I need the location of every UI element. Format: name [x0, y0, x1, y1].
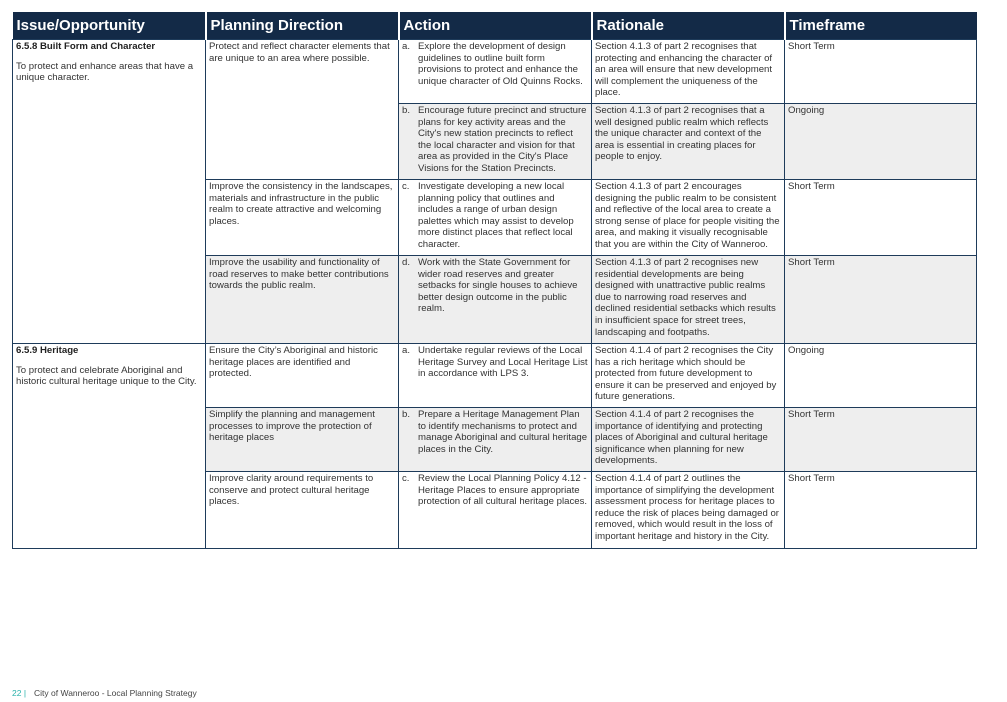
planning-direction-cell: Ensure the City’s Aboriginal and historic heritage places are identified and protected. — [206, 344, 399, 408]
header-issue: Issue/Opportunity — [13, 12, 206, 40]
header-action: Action — [399, 12, 592, 40]
action-letter: c. — [402, 181, 410, 192]
timeframe-cell: Short Term — [785, 256, 977, 344]
action-text: Prepare a Heritage Management Plan to identify mechanisms to protect and manage Aboriginal and cultural heritage places in the City. — [418, 409, 588, 455]
issue-cell-heritage — [13, 344, 206, 549]
rationale-cell: Section 4.1.4 of part 2 recognises the City has a rich heritage which should be protected from future development to ensure it can be preserved and enjoyed by future generations. — [592, 344, 785, 408]
action-letter: a. — [402, 41, 411, 52]
action-text: Explore the development of design guidelines to outline built form provisions to protect and enhance the unique character of Old Quinns Rocks. — [418, 41, 583, 87]
issue-cell-built-form — [13, 40, 206, 344]
planning-strategy-table — [12, 12, 977, 549]
rationale-cell: Section 4.1.4 of part 2 recognises the importance of identifying and protecting places of Aboriginal and cultural heritage significance when planning for new developments. — [592, 408, 785, 472]
timeframe-cell: Ongoing — [785, 104, 977, 180]
action-cell — [399, 104, 592, 180]
planning-direction-cell: Improve clarity around requirements to conserve and protect cultural heritage places. — [206, 472, 399, 549]
header-rationale: Rationale — [592, 12, 785, 40]
action-cell — [399, 344, 592, 408]
table-header-row — [13, 12, 977, 40]
timeframe-cell: Short Term — [785, 40, 977, 104]
action-text: Work with the State Government for wider road reserves and greater setbacks for single houses to achieve better design outcome in the public realm. — [418, 257, 578, 315]
action-letter: c. — [402, 473, 410, 484]
action-cell — [399, 40, 592, 104]
action-cell — [399, 256, 592, 344]
header-timeframe: Timeframe — [785, 12, 977, 40]
rationale-cell: Section 4.1.3 of part 2 recognises that a well designed public realm which reflects the unique character and context of the area is essential in creating places for people to enjoy. — [592, 104, 785, 180]
table-row — [13, 344, 977, 408]
table-row — [13, 40, 977, 104]
page-footer — [12, 688, 197, 698]
document-title: City of Wanneroo - Local Planning Strategy — [34, 688, 197, 698]
rationale-cell: Section 4.1.4 of part 2 outlines the importance of simplifying the development assessment process for heritage places to reduce the risk of places being damaged or removed, which would result in the loss of important heritage and history in the City. — [592, 472, 785, 549]
planning-direction-cell: Protect and reflect character elements that are unique to an area where possible. — [206, 40, 399, 180]
action-text: Undertake regular reviews of the Local Heritage Survey and Local Heritage List in accordance with LPS 3. — [418, 345, 588, 380]
action-letter: a. — [402, 345, 411, 356]
header-planning-direction: Planning Direction — [206, 12, 399, 40]
action-cell — [399, 180, 592, 256]
timeframe-cell: Short Term — [785, 408, 977, 472]
rationale-cell: Section 4.1.3 of part 2 recognises that protecting and enhancing the character of an area will ensure that new development will complement the uniqueness of the place. — [592, 40, 785, 104]
planning-direction-cell: Simplify the planning and management processes to improve the protection of heritage places — [206, 408, 399, 472]
issue-title: 6.5.9 Heritage — [16, 345, 79, 356]
issue-description: To protect and enhance areas that have a unique character. — [16, 60, 194, 84]
rationale-cell: Section 4.1.3 of part 2 encourages designing the public realm to be consistent and reflective of the local area to create a strong sense of place for people visiting the area, and making it visually recognisable that you are within the City of Wanneroo. — [592, 180, 785, 256]
action-cell — [399, 408, 592, 472]
page-number: 22 | — [12, 688, 27, 698]
action-text: Investigate developing a new local planning policy that outlines and includes a range of urban design palettes which may assist to develop more distinct places that reflect local character. — [418, 181, 574, 250]
planning-direction-cell: Improve the consistency in the landscapes, materials and infrastructure in the public realm to create attractive and welcoming places. — [206, 180, 399, 256]
timeframe-cell: Short Term — [785, 180, 977, 256]
action-cell — [399, 472, 592, 549]
action-letter: b. — [402, 409, 411, 420]
action-text: Review the Local Planning Policy 4.12 - Heritage Places to ensure appropriate protection of all cultural heritage places. — [418, 473, 588, 508]
timeframe-cell: Short Term — [785, 472, 977, 549]
action-text: Encourage future precinct and structure plans for key activity areas and the City's new station precincts to reflect the local character and vision for that area as provided in the City's Place Visions for the Station Precincts. — [418, 105, 587, 174]
issue-description: To protect and celebrate Aboriginal and historic cultural heritage unique to the City. — [16, 364, 197, 388]
timeframe-cell: Ongoing — [785, 344, 977, 408]
action-letter: d. — [402, 257, 411, 268]
issue-title: 6.5.8 Built Form and Character — [16, 41, 156, 52]
action-letter: b. — [402, 105, 411, 116]
rationale-cell: Section 4.1.3 of part 2 recognises new residential developments are being designed with unattractive public realms due to narrowing road reserves and declined residential setbacks which results in insufficient space for street trees, landscaping and footpaths. — [592, 256, 785, 344]
planning-direction-cell: Improve the usability and functionality of road reserves to make better contributions towards the public realm. — [206, 256, 399, 344]
